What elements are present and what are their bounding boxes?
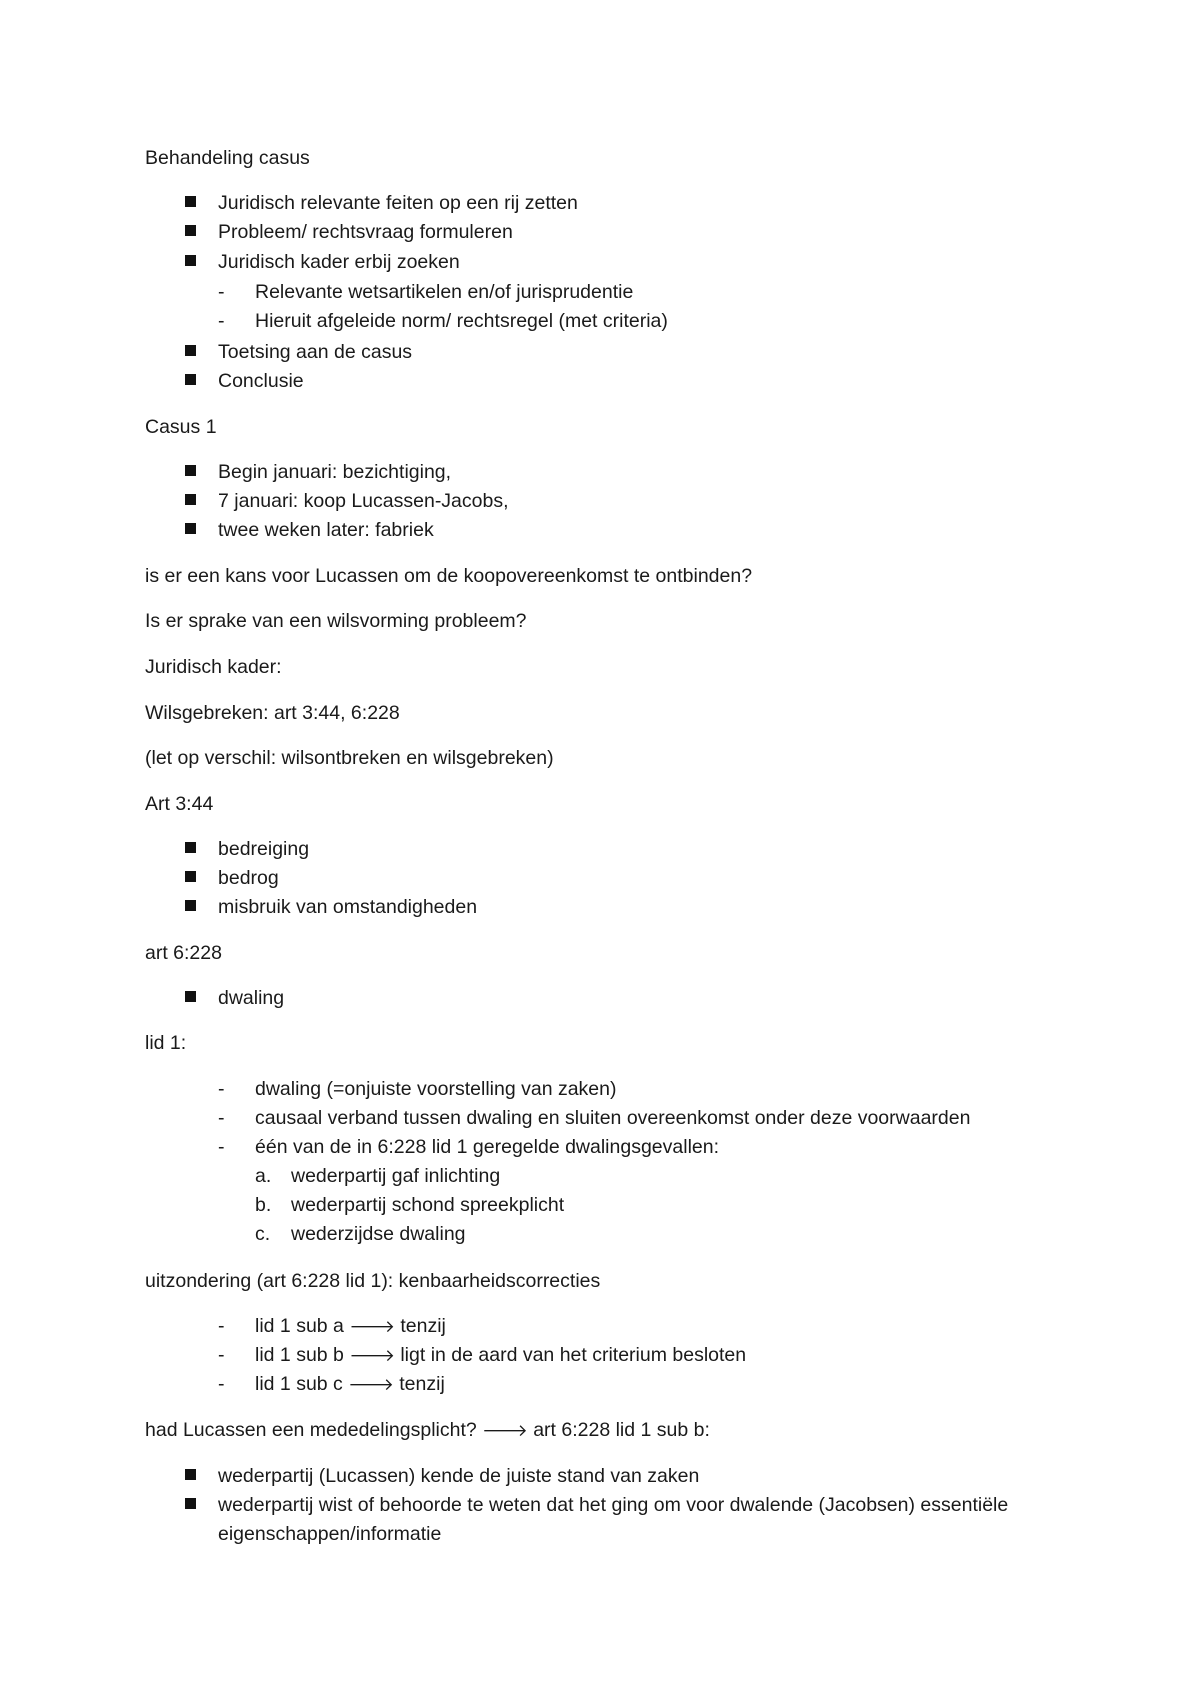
mededelingsplicht-line <box>145 1417 710 1444</box>
uitzondering-item <box>255 1342 746 1369</box>
casus-fact: twee weken later: fabriek <box>218 519 434 541</box>
list-letter: b. <box>255 1194 272 1216</box>
mededeling-post: art 6:228 lid 1 sub b: <box>533 1419 710 1441</box>
bullet-square-icon <box>185 900 196 911</box>
mededeling-item: wederpartij wist of behoorde te weten dat het ging om voor dwalende (Jacobsen) essentiële <box>218 1494 1009 1516</box>
bullet-square-icon <box>185 345 196 356</box>
uitz-post: ligt in de aard van het criterium besloten <box>400 1344 747 1366</box>
dash-bullet: - <box>218 1078 225 1100</box>
art-3-44-item: bedreiging <box>218 838 310 860</box>
dash-bullet: - <box>218 1315 225 1337</box>
casus-fact: 7 januari: koop Lucassen-Jacobs, <box>218 490 509 512</box>
lid-1-subitem: wederpartij schond spreekplicht <box>291 1194 565 1216</box>
step-item: Toetsing aan de casus <box>218 341 413 363</box>
mededeling-pre: had Lucassen een mededelingsplicht? <box>145 1419 477 1441</box>
bullet-square-icon <box>185 991 196 1002</box>
lid-1-item: causaal verband tussen dwaling en sluiten overeenkomst onder deze voorwaarden <box>255 1107 971 1129</box>
bullet-square-icon <box>185 465 196 476</box>
uitz-pre: lid 1 sub a <box>255 1315 344 1337</box>
arrow-right-icon: 🡒 <box>348 1375 394 1395</box>
uitzondering-item <box>255 1313 446 1340</box>
uitz-post: tenzij <box>399 1373 445 1395</box>
dash-bullet: - <box>218 1373 225 1395</box>
kader-subitem: Hieruit afgeleide norm/ rechtsregel (met criteria) <box>255 310 668 332</box>
art-3-44-item: misbruik van omstandigheden <box>218 896 478 918</box>
mededeling-item-continuation: eigenschappen/informatie <box>218 1523 442 1545</box>
bullet-square-icon <box>185 523 196 534</box>
mededeling-item: wederpartij (Lucassen) kende de juiste stand van zaken <box>218 1465 700 1487</box>
dash-bullet: - <box>218 1107 225 1129</box>
bullet-square-icon <box>185 1469 196 1480</box>
bullet-square-icon <box>185 255 196 266</box>
art-3-44-item: bedrog <box>218 867 279 889</box>
lid-1-item: één van de in 6:228 lid 1 geregelde dwalingsgevallen: <box>255 1136 720 1158</box>
question-2: Is er sprake van een wilsvorming probleem? <box>145 610 527 632</box>
bullet-square-icon <box>185 494 196 505</box>
dash-bullet: - <box>218 281 225 303</box>
dash-bullet: - <box>218 1344 225 1366</box>
question-1: is er een kans voor Lucassen om de koopovereenkomst te ontbinden? <box>145 565 753 587</box>
bullet-square-icon <box>185 871 196 882</box>
art-6-228-heading: art 6:228 <box>145 942 222 964</box>
casus-fact: Begin januari: bezichtiging, <box>218 461 452 483</box>
dash-bullet: - <box>218 1136 225 1158</box>
step-item: Juridisch kader erbij zoeken <box>218 251 460 273</box>
bullet-square-icon <box>185 1498 196 1509</box>
art-6-228-item: dwaling <box>218 987 285 1009</box>
bullet-square-icon <box>185 374 196 385</box>
arrow-right-icon: 🡒 <box>349 1317 395 1337</box>
uitzondering-line: uitzondering (art 6:228 lid 1): kenbaarheidscorrecties <box>145 1270 601 1292</box>
step-item: Probleem/ rechtsvraag formuleren <box>218 221 513 243</box>
kader-subitem: Relevante wetsartikelen en/of jurisprudentie <box>255 281 634 303</box>
uitz-pre: lid 1 sub b <box>255 1344 344 1366</box>
bullet-square-icon <box>185 196 196 207</box>
lid-1-item: dwaling (=onjuiste voorstelling van zaken) <box>255 1078 617 1100</box>
step-item: Juridisch relevante feiten op een rij zetten <box>218 192 578 214</box>
dash-bullet: - <box>218 310 225 332</box>
lid-1-subitem: wederzijdse dwaling <box>291 1223 466 1245</box>
uitz-pre: lid 1 sub c <box>255 1373 343 1395</box>
bullet-square-icon <box>185 225 196 236</box>
art-3-44-heading: Art 3:44 <box>145 793 214 815</box>
list-letter: a. <box>255 1165 272 1187</box>
arrow-right-icon: 🡒 <box>349 1346 395 1366</box>
bullet-square-icon <box>185 842 196 853</box>
list-letter: c. <box>255 1223 271 1245</box>
uitzondering-item <box>255 1371 445 1398</box>
lid-1-subitem: wederpartij gaf inlichting <box>291 1165 501 1187</box>
step-item: Conclusie <box>218 370 304 392</box>
heading-behandeling-casus: Behandeling casus <box>145 147 310 169</box>
heading-casus-1: Casus 1 <box>145 416 217 438</box>
uitz-post: tenzij <box>400 1315 446 1337</box>
let-op-note: (let op verschil: wilsontbreken en wilsgebreken) <box>145 747 554 769</box>
juridisch-kader-label: Juridisch kader: <box>145 656 282 678</box>
arrow-right-icon: 🡒 <box>482 1421 528 1441</box>
lid-1-heading: lid 1: <box>145 1032 187 1054</box>
wilsgebreken-line: Wilsgebreken: art 3:44, 6:228 <box>145 702 400 724</box>
